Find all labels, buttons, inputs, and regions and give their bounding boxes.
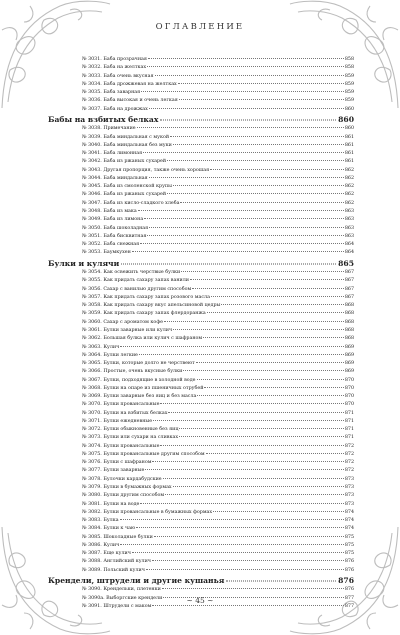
entry-page-number: 861 — [344, 151, 354, 157]
toc-entry — [82, 64, 354, 72]
entry-page-number: 874 — [344, 518, 354, 524]
entry-page-number: 871 — [344, 427, 354, 433]
entry-page-number: 859 — [344, 98, 354, 104]
entry-title: № 3082. Булки провансальные в бумажных формах — [82, 509, 213, 515]
toc-section-heading — [48, 576, 354, 585]
toc-entry — [82, 175, 354, 183]
entry-title: № 3070. Булки провансальные — [82, 402, 160, 408]
toc-entry — [82, 106, 354, 114]
toc-entry — [82, 586, 354, 594]
dot-leader — [210, 169, 344, 170]
entry-title: № 3073. Булки или сухари на сливках — [82, 435, 179, 441]
dot-leader — [140, 503, 343, 504]
entry-title: № 3066. Простые, очень вкусные булки — [82, 369, 183, 375]
entry-page-number: 862 — [344, 167, 354, 173]
toc-entry — [82, 410, 354, 418]
dot-leader — [154, 536, 344, 537]
entry-page-number: 875 — [344, 542, 354, 548]
toc-entry — [82, 509, 354, 517]
toc-entry — [82, 335, 354, 343]
toc-entry — [82, 200, 354, 208]
dot-leader — [173, 329, 344, 330]
dot-leader — [145, 469, 343, 470]
dot-leader — [138, 210, 344, 211]
dot-leader — [139, 354, 344, 355]
entry-title: № 3039. Баба миндальная с мукой — [82, 134, 170, 140]
dot-leader — [147, 66, 344, 67]
entry-title: № 3038. Примечание — [82, 126, 136, 132]
toc-entry — [82, 286, 354, 294]
toc-entry — [82, 476, 354, 484]
toc-entry — [82, 459, 354, 467]
entry-title: № 3055. Как придать сахару запах ванили — [82, 278, 189, 284]
entry-page-number: 868 — [344, 327, 354, 333]
entry-page-number: 870 — [344, 377, 354, 383]
dot-leader — [120, 346, 344, 347]
entry-title: № 3033. Баба очень вкусная — [82, 73, 154, 79]
entry-title: № 3067. Булки, подходящие в холодной воде — [82, 377, 196, 383]
entry-title: № 3064. Булки легкие — [82, 352, 138, 358]
entry-page-number: 867 — [344, 294, 354, 300]
entry-page-number: 863 — [344, 217, 354, 223]
entry-page-number: 876 — [344, 559, 354, 565]
toc-entry — [82, 81, 354, 89]
toc-entry — [82, 492, 354, 500]
entry-page-number: 859 — [344, 90, 354, 96]
toc-entry — [82, 517, 354, 525]
entry-title: № 3089. Польский кулич — [82, 567, 145, 573]
toc-entry — [82, 368, 354, 376]
entry-title: № 3056. Сахар с ванилью другим способом — [82, 286, 192, 292]
entry-title: № 3047. Баба из кисло-сладкого хлеба — [82, 200, 180, 206]
entry-title: № 3032. Баба на желтках — [82, 65, 147, 71]
toc-entry — [82, 385, 354, 393]
entry-title: № 3081. Булки на воде — [82, 501, 140, 507]
entry-page-number: 870 — [344, 402, 354, 408]
entry-title: № 3090а. Выборгские крендели — [82, 595, 163, 601]
toc-entry — [82, 241, 354, 249]
entry-title: № 3071. Булки ежедневные — [82, 418, 153, 424]
dot-leader — [196, 362, 344, 363]
toc-entry — [82, 418, 354, 426]
toc-entry — [82, 501, 354, 509]
dot-leader — [144, 218, 344, 219]
entry-page-number: 864 — [344, 242, 354, 248]
entry-title: № 3060. Сахар с ароматом кофе — [82, 319, 163, 325]
entry-title: № 3045. Баба из смоленской крупы — [82, 184, 172, 190]
toc-entry — [82, 542, 354, 550]
toc-entry — [82, 89, 354, 97]
entry-title: № 3088. Английский кулич — [82, 559, 151, 565]
entry-page-number: 871 — [344, 410, 354, 416]
toc-entry — [82, 142, 354, 150]
dot-leader — [173, 486, 344, 487]
toc-entry — [82, 567, 354, 575]
entry-page-number: 872 — [344, 468, 354, 474]
toc-entry — [82, 434, 354, 442]
entry-title: № 3070. Булки на взбитых белках — [82, 410, 168, 416]
entry-title: № 3079. Булки в бумажных формах — [82, 485, 172, 491]
dot-leader — [226, 581, 336, 582]
entry-title: № 3069. Булки заварные без яиц и без масла — [82, 394, 197, 400]
toc-entry — [82, 558, 354, 566]
dot-leader — [152, 461, 343, 462]
dot-leader — [147, 235, 343, 236]
entry-title: № 3054. Как освежить черствые булки — [82, 270, 181, 276]
toc-entry — [82, 125, 354, 133]
dot-leader — [165, 494, 344, 495]
toc-entry — [82, 56, 354, 64]
entry-title: № 3086. Кулич — [82, 542, 120, 548]
entry-title: № 3078. Булочки кардабудские — [82, 476, 162, 482]
toc-entry — [82, 134, 354, 142]
entry-title: № 3041. Баба лимонная — [82, 151, 143, 157]
entry-page-number: 875 — [344, 551, 354, 557]
entry-page-number: 873 — [344, 501, 354, 507]
dot-leader — [153, 420, 344, 421]
entry-page-number: 861 — [344, 142, 354, 148]
dot-leader — [167, 193, 344, 194]
entry-title: № 3083. Булка — [82, 518, 119, 524]
entry-page-number: 859 — [344, 81, 354, 87]
dot-leader — [160, 120, 336, 121]
toc-entry — [82, 393, 354, 401]
toc-entry — [82, 310, 354, 318]
entry-title: № 3057. Как придать сахару запах розового масла — [82, 294, 210, 300]
toc-entry — [82, 294, 354, 302]
toc-entry — [82, 277, 354, 285]
toc-entry — [82, 360, 354, 368]
toc-entry — [82, 451, 354, 459]
toc-entry — [82, 269, 354, 277]
dot-leader — [211, 296, 344, 297]
entry-page-number: 867 — [344, 286, 354, 292]
toc-entry — [82, 426, 354, 434]
dot-leader — [170, 136, 344, 137]
entry-page-number: 868 — [344, 319, 354, 325]
entry-page-number: 872 — [344, 451, 354, 457]
entry-title: № 3042. Баба из ржаных сухарей — [82, 159, 167, 165]
toc-entry — [82, 467, 354, 475]
entry-page-number: 863 — [344, 225, 354, 231]
toc-entry — [82, 377, 354, 385]
dot-leader — [163, 478, 344, 479]
toc-entry — [82, 344, 354, 352]
toc-entry — [82, 97, 354, 105]
entry-title: № 3053. Баумкухен — [82, 250, 131, 256]
entry-title: № 3061. Булки заварные или кулич — [82, 327, 173, 333]
dot-leader — [152, 560, 344, 561]
entry-title: № 3036. Баба высокая и очень легкая — [82, 98, 178, 104]
toc-entry — [82, 208, 354, 216]
dot-leader — [221, 304, 343, 305]
entry-page-number: 863 — [344, 233, 354, 239]
entry-page-number: 867 — [344, 278, 354, 284]
entry-page-number: 873 — [344, 493, 354, 499]
entry-page-number: 875 — [344, 534, 354, 540]
entry-page-number: 870 — [344, 394, 354, 400]
entry-page-number: 876 — [344, 567, 354, 573]
entry-title: № 3050. Баба шоколадная — [82, 225, 149, 231]
entry-title: № 3062. Большая булка или кулич с шафраном — [82, 336, 203, 342]
dot-leader — [179, 428, 343, 429]
entry-page-number: 859 — [344, 73, 354, 79]
entry-page-number: 877 — [344, 603, 354, 609]
entry-title: № 3040. Баба миндальная без муки — [82, 142, 172, 148]
dot-leader — [180, 202, 343, 203]
dot-leader — [137, 127, 344, 128]
dot-leader — [206, 453, 344, 454]
dot-leader — [143, 152, 344, 153]
entry-page-number: 869 — [344, 352, 354, 358]
section-page-number: 876 — [338, 576, 354, 586]
entry-page-number: 861 — [344, 159, 354, 165]
entry-title: № 3034. Баба дрожжевая на желтках — [82, 81, 177, 87]
dot-leader — [164, 321, 344, 322]
dot-leader — [173, 185, 344, 186]
entry-title: № 3080. Булки другим способом — [82, 493, 165, 499]
dot-leader — [204, 387, 343, 388]
dot-leader — [203, 337, 344, 338]
entry-page-number: 862 — [344, 184, 354, 190]
dot-leader — [178, 83, 344, 84]
entry-page-number: 873 — [344, 476, 354, 482]
dot-leader — [155, 75, 344, 76]
entry-title: № 3068. Булки на опаре из пшеничных отрубей — [82, 385, 204, 391]
section-title: Бабы на взбитых белках — [48, 115, 159, 125]
entry-title: № 3065. Булки, которые долго не черствеют — [82, 361, 195, 367]
section-title: Крендели, штрудели и другие кушанья — [48, 576, 225, 586]
dot-leader — [167, 160, 344, 161]
toc-entry — [82, 167, 354, 175]
entry-page-number: 861 — [344, 134, 354, 140]
toc-entry — [82, 352, 354, 360]
entry-title: № 3076. Булки с шафраном — [82, 460, 152, 466]
dot-leader — [160, 403, 343, 404]
dot-leader — [121, 264, 336, 265]
entry-title: № 3085. Шоколадные булки — [82, 534, 153, 540]
dot-leader — [213, 511, 344, 512]
entry-title: № 3035. Баба заварная — [82, 90, 141, 96]
entry-page-number: 871 — [344, 435, 354, 441]
entry-page-number: 870 — [344, 385, 354, 391]
entry-page-number: 872 — [344, 460, 354, 466]
dot-leader — [197, 379, 344, 380]
dot-leader — [183, 370, 344, 371]
dot-leader — [141, 91, 344, 92]
entry-title: № 3091. Штрудели с маком — [82, 603, 152, 609]
entry-title: № 3058. Как придать сахару вкус апельсиновой цедры — [82, 303, 221, 309]
toc-entry — [82, 401, 354, 409]
entry-page-number: 862 — [344, 192, 354, 198]
toc-entry — [82, 158, 354, 166]
entry-title: № 3046. Баба из ржаных сухарей — [82, 192, 167, 198]
dot-leader — [136, 527, 344, 528]
toc-entry — [82, 183, 354, 191]
entry-title: № 3052. Баба снежная — [82, 242, 140, 248]
toc-entry — [82, 233, 354, 241]
toc-section-heading — [48, 115, 354, 124]
entry-title: № 3049. Баба из лимона — [82, 217, 144, 223]
dot-leader — [148, 58, 344, 59]
entry-page-number: 860 — [344, 126, 354, 132]
dot-leader — [140, 243, 344, 244]
entry-page-number: 867 — [344, 270, 354, 276]
entry-title: № 3043. Другая пропорция, также очень хорошая — [82, 167, 210, 173]
dot-leader — [152, 605, 344, 606]
entry-title: № 3075. Булки провансальные другим способом — [82, 451, 205, 457]
entry-page-number: 876 — [344, 587, 354, 593]
section-page-number: 865 — [338, 259, 354, 269]
dot-leader — [132, 552, 344, 553]
entry-page-number: 871 — [344, 418, 354, 424]
entry-page-number: 860 — [344, 106, 354, 112]
entry-title: № 3048. Баба из мака — [82, 209, 137, 215]
toc-entry — [82, 484, 354, 492]
page-title: ОГЛАВЛЕНИЕ — [155, 22, 245, 32]
entry-title: № 3090. Крендельки, плетенки — [82, 587, 161, 593]
dot-leader — [120, 519, 344, 520]
toc-entry — [82, 319, 354, 327]
entry-title: № 3031. Баба прозрачная — [82, 57, 147, 62]
toc-entry — [82, 191, 354, 199]
entry-page-number: 862 — [344, 200, 354, 206]
entry-title: № 3074. Булки провансальные — [82, 443, 160, 449]
dot-leader — [197, 395, 343, 396]
dot-leader — [207, 312, 344, 313]
toc-entry — [82, 225, 354, 233]
entry-page-number: 868 — [344, 336, 354, 342]
dot-leader — [120, 544, 344, 545]
toc-entry — [82, 302, 354, 310]
dot-leader — [146, 569, 344, 570]
dot-leader — [149, 177, 344, 178]
section-title: Булки и кулячи — [48, 259, 120, 269]
toc-entry — [82, 249, 354, 257]
entry-page-number: 872 — [344, 443, 354, 449]
entry-title: № 3084. Булки к чаю — [82, 526, 136, 532]
toc-entry — [82, 443, 354, 451]
entry-page-number: 877 — [344, 595, 354, 601]
entry-page-number: 869 — [344, 369, 354, 375]
entry-page-number: 868 — [344, 303, 354, 309]
dot-leader — [192, 288, 344, 289]
entry-title: № 3077. Булки заварные — [82, 468, 145, 474]
section-page-number: 860 — [338, 115, 354, 125]
table-of-contents — [48, 56, 354, 611]
entry-page-number: 874 — [344, 526, 354, 532]
entry-title: № 3059. Как придать сахару запах флердоранжа — [82, 311, 206, 317]
toc-entry — [82, 525, 354, 533]
entry-page-number: 874 — [344, 509, 354, 515]
page-number: ~ 45 ~ — [186, 596, 214, 605]
entry-title: № 3051. Баба бисквитная — [82, 233, 147, 239]
entry-title: № 3037. Баба на дрожжах — [82, 106, 148, 112]
entry-page-number: 858 — [344, 65, 354, 71]
dot-leader — [160, 445, 343, 446]
entry-page-number: 868 — [344, 311, 354, 317]
entry-title: № 3072. Булки обыкновенные без яиц — [82, 427, 179, 433]
dot-leader — [168, 412, 343, 413]
entry-page-number: 869 — [344, 361, 354, 367]
entry-page-number: 873 — [344, 485, 354, 491]
dot-leader — [132, 251, 344, 252]
entry-title: № 3044. Баба миндальная — [82, 175, 148, 181]
dot-leader — [162, 588, 344, 589]
entry-page-number: 862 — [344, 175, 354, 181]
entry-page-number: 869 — [344, 344, 354, 350]
dot-leader — [149, 108, 344, 109]
entry-page-number: 864 — [344, 250, 354, 256]
entry-title: № 3087. Еще кулич — [82, 551, 131, 557]
dot-leader — [179, 99, 344, 100]
entry-title: № 3063. Кулич — [82, 344, 120, 350]
toc-entry — [82, 550, 354, 558]
dot-leader — [181, 271, 344, 272]
dot-leader — [149, 227, 344, 228]
dot-leader — [173, 144, 344, 145]
dot-leader — [179, 436, 344, 437]
toc-entry — [82, 216, 354, 224]
dot-leader — [190, 279, 344, 280]
toc-section-heading — [48, 259, 354, 268]
entry-page-number: 863 — [344, 209, 354, 215]
toc-entry — [82, 534, 354, 542]
entry-page-number: 858 — [344, 57, 354, 62]
toc-entry — [82, 327, 354, 335]
toc-entry — [82, 73, 354, 81]
toc-entry — [82, 150, 354, 158]
